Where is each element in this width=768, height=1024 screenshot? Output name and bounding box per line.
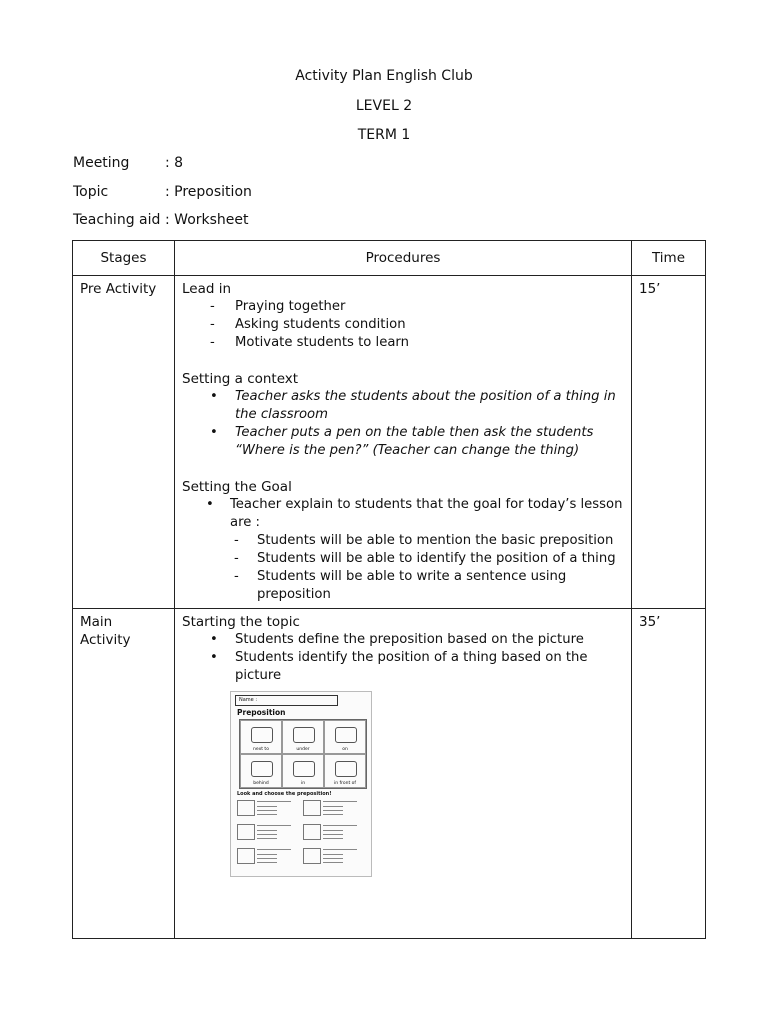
list-item: - Students will be able to identify the position of a thing: [182, 550, 624, 568]
main-activity-stage: Main Activity: [80, 614, 131, 648]
setting-goal-title: Setting the Goal: [182, 479, 292, 495]
list-item: • Students define the preposition based on the picture: [182, 631, 624, 649]
document-title: Activity Plan English Club: [295, 68, 473, 84]
teaching-aid-row: [73, 212, 249, 228]
term-label: TERM 1: [357, 127, 411, 143]
worksheet-instruction: Look and choose the preposition!: [237, 791, 332, 797]
list-item: - Asking students condition: [182, 316, 624, 334]
list-item: • Teacher asks the students about the position of a thing in the classroom: [182, 388, 624, 424]
worksheet-picture: in front of: [324, 754, 366, 788]
setting-context-title: Setting a context: [182, 371, 299, 387]
meeting-row: [73, 155, 183, 171]
procedures-header: Procedures: [175, 241, 632, 276]
list-item: • Teacher explain to students that the goal for today’s lesson are :: [182, 496, 624, 532]
worksheet-exercise: [237, 822, 295, 842]
list-item: • Teacher puts a pen on the table then ask the students “Where is the pen?” (Teacher can change the thing): [182, 424, 624, 460]
meeting-value: : 8: [165, 155, 184, 171]
worksheet-picture-grid: [239, 719, 367, 789]
topic-row: [73, 184, 252, 200]
table-header-row: [73, 241, 706, 276]
main-activity-time: 35’: [639, 614, 661, 630]
worksheet-image: [230, 691, 372, 877]
main-activity-procedures: [175, 609, 631, 881]
meeting-label: Meeting: [73, 155, 130, 171]
starting-topic-title: Starting the topic: [182, 614, 300, 630]
worksheet-exercise: [303, 822, 361, 842]
level-label: LEVEL 2: [355, 98, 413, 114]
teaching-aid-label: Teaching aid: [73, 212, 161, 228]
worksheet-picture: on: [324, 720, 366, 754]
main-activity-row: [73, 609, 706, 939]
list-item: - Praying together: [182, 298, 624, 316]
pre-activity-time: 15’: [639, 281, 661, 297]
teaching-aid-value: : Worksheet: [165, 212, 249, 228]
pre-activity-stage: Pre Activity: [80, 281, 157, 297]
activity-plan-table: [72, 240, 706, 939]
list-item: - Motivate students to learn: [182, 334, 624, 352]
worksheet-picture: under: [282, 720, 324, 754]
worksheet-picture: in: [282, 754, 324, 788]
topic-label: Topic: [73, 184, 109, 200]
list-item: - Students will be able to mention the basic preposition: [182, 532, 624, 550]
worksheet-exercise: [303, 798, 361, 818]
worksheet-heading: Preposition: [237, 708, 286, 717]
pre-activity-procedures: [175, 276, 631, 608]
list-item: • Students identify the position of a thing based on the picture: [182, 649, 624, 685]
time-header: Time: [632, 241, 706, 276]
worksheet-picture: next to: [240, 720, 282, 754]
worksheet-exercise: [237, 846, 295, 866]
list-item: - Students will be able to write a sentence using preposition: [182, 568, 624, 604]
worksheet-exercise: [237, 798, 295, 818]
worksheet-name-field: Name :: [235, 695, 338, 706]
stages-header: Stages: [73, 241, 175, 276]
worksheet-picture: behind: [240, 754, 282, 788]
lead-in-title: Lead in: [182, 281, 232, 297]
worksheet-exercise: [303, 846, 361, 866]
topic-value: : Preposition: [165, 184, 252, 200]
pre-activity-row: [73, 276, 706, 609]
